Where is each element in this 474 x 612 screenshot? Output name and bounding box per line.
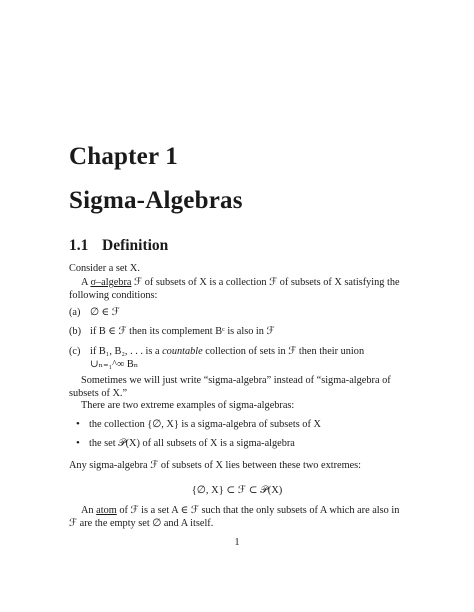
condition-b-text: if B ∈ ℱ then its complement Bᶜ is also in ℱ [90,326,275,337]
term-countable: countable [162,346,203,357]
bullet-icon: • [76,418,80,430]
atom-prefix: An [81,505,97,516]
display-formula: {∅, X} ⊂ ℱ ⊂ 𝒫(X) [191,485,283,496]
condition-c-pre: if B₁, B₂, . . . is a [90,346,163,357]
definition-prefix: A [81,277,91,288]
condition-a [69,307,120,320]
bullet-2-text: the set 𝒫(X) of all subsets of X is a sigma-algebra [89,438,295,449]
bullet-item-trivial [76,418,321,432]
paragraph-atom [69,505,409,531]
paragraph-consider-set: Consider a set X. [69,263,140,274]
paragraph-definition [69,277,409,303]
atom-text: of ℱ is a set A ∈ ℱ such that the only subsets of A which are also in ℱ are the empty set ∅ and A itself. [69,505,400,529]
condition-b-label: (b) [69,326,82,337]
chapter-label: Chapter 1 [69,143,178,170]
condition-c [69,346,409,372]
paragraph-between-extremes: Any sigma-algebra ℱ of subsets of X lies between these two extremes: [69,460,362,471]
condition-b [69,326,275,339]
section-title: Definition [102,237,169,254]
condition-c-post: collection of sets in ℱ then their union [202,346,365,357]
paragraph-extreme-examples: There are two extreme examples of sigma-algebras: [81,400,295,411]
section-heading [69,237,168,255]
condition-a-text: ∅ ∈ ℱ [90,307,120,318]
condition-a-label: (a) [69,307,81,318]
page-number: 1 [234,537,240,548]
defined-term-sigma-algebra: σ–algebra [90,277,132,288]
paragraph-sometimes: Sometimes we will just write “sigma-algebra” instead of “sigma-algebra of subsets of X.” [69,375,391,399]
chapter-title: Sigma-Algebras [69,187,243,214]
bullet-1-text: the collection {∅, X} is a sigma-algebra of subsets of X [89,419,321,430]
definition-text: ℱ of subsets of X is a collection ℱ of subsets of X satisfying the following conditions: [69,277,400,301]
bullet-item-powerset [76,437,295,451]
bullet-icon: • [76,437,80,449]
defined-term-atom: atom [96,505,117,516]
section-number: 1.1 [69,237,89,254]
condition-c-label: (c) [69,346,81,357]
condition-c-union: ∪ₙ₌₁^∞ Bₙ [90,358,139,370]
